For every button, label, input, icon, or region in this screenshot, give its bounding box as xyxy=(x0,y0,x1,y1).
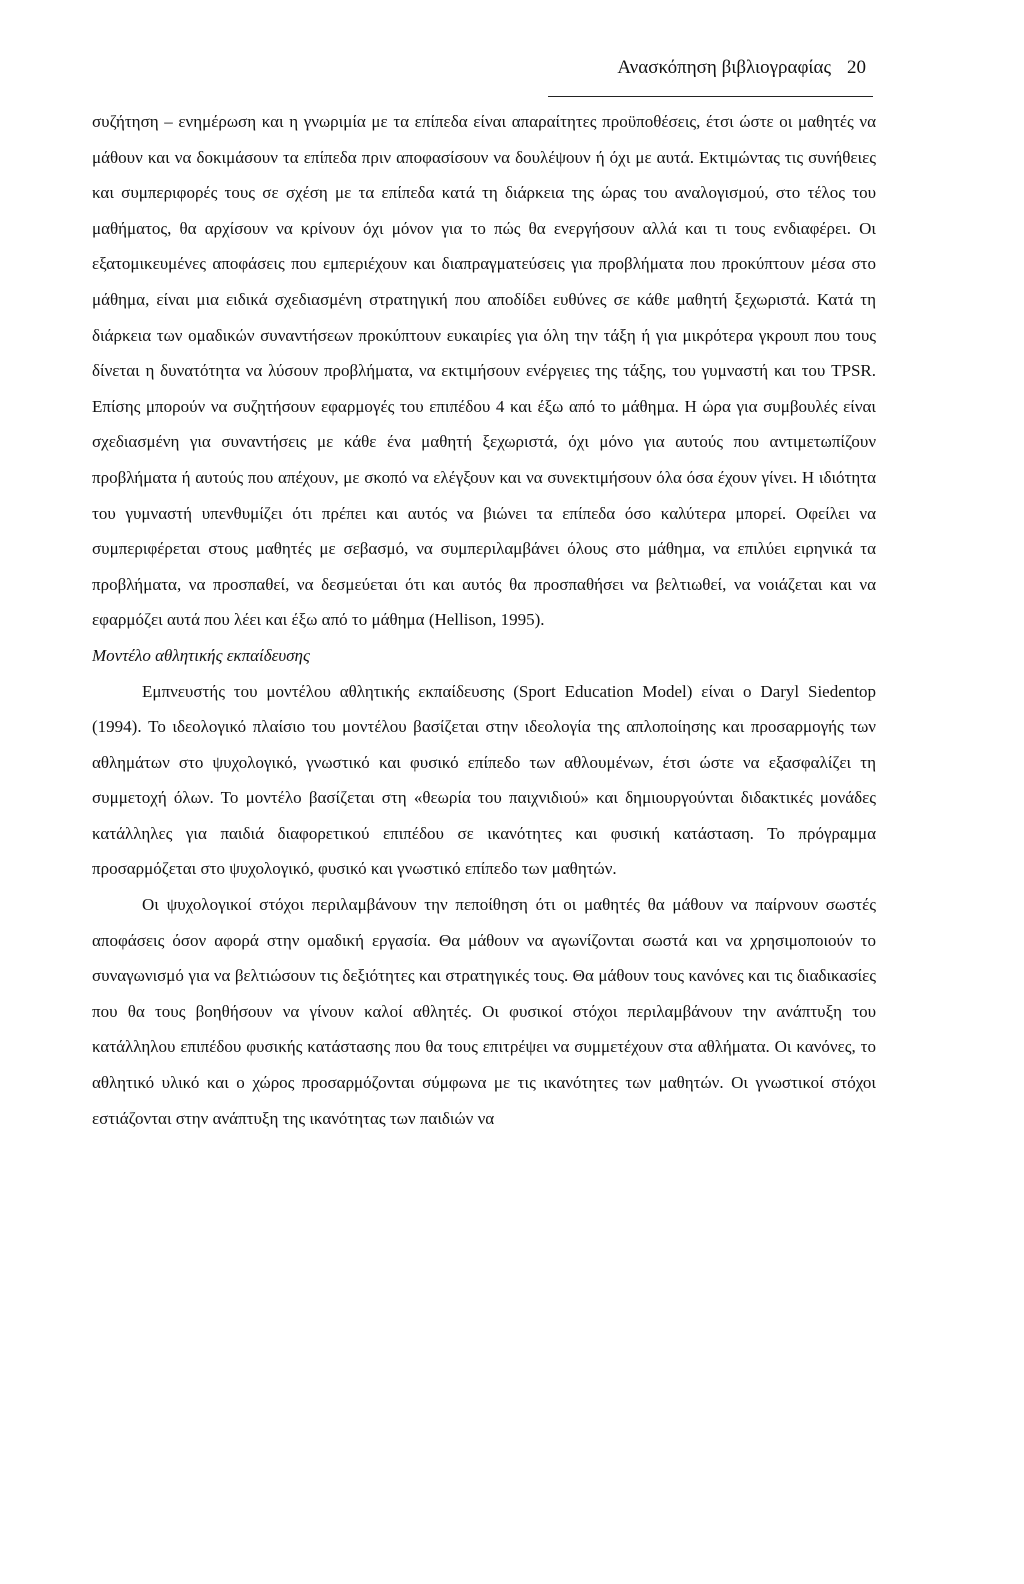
body-paragraph: συζήτηση – ενημέρωση και η γνωριμία με τα επίπεδα είναι απαραίτητες προϋποθέσεις, έτσι ώστε οι μαθητές να μάθουν και να δοκιμάσουν τα επίπεδα πριν αποφασίσουν να δουλέψουν ή όχι με αυτά. Εκτιμώντας τις συνήθειες και συμπεριφορές τους σε σχέση με τα επίπεδα κατά τη διάρκεια της ώρας του αναλογισμού, στο τέλος του μαθήματος, θα αρχίσουν να κρίνουν όχι μόνον για το πώς θα ενεργήσουν αλλά και τι τους ενδιαφέρει. Οι εξατομικευμένες αποφάσεις που εμπεριέχουν και διαπραγματεύσεις για προβλήματα που προκύπτουν μέσα στο μάθημα, είναι μια ειδικά σχεδιασμένη στρατηγική που αποδίδει ευθύνες σε κάθε μαθητή ξεχωριστά. Κατά τη διάρκεια των ομαδικών συναντήσεων προκύπτουν ευκαιρίες για όλη την τάξη ή για μικρότερα γκρουπ που τους δίνεται η δυνατότητα να λύσουν προβλήματα, να εκτιμήσουν ενέργειες της τάξης, του γυμναστή και του TPSR. Επίσης μπορούν να συζητήσουν εφαρμογές του επιπέδου 4 και έξω από το μάθημα. Η ώρα για συμβουλές είναι σχεδιασμένη για συναντήσεις με κάθε ένα μαθητή ξεχωριστά, όχι μόνο για αυτούς που αντιμετωπίζουν προβλήματα ή αυτούς που απέχουν, με σκοπό να ελέγξουν και να συνεκτιμήσουν όλα όσα έχουν γίνει. Η ιδιότητα του γυμναστή υπενθυμίζει ότι πρέπει και αυτός να βιώνει τα επίπεδα όσο καλύτερα μπορεί. Οφείλει να συμπεριφέρεται στους μαθητές με σεβασμό, να συμπεριλαμβάνει όλους στο μάθημα, να επιλύει ειρηνικά τα προβλήματα, να προσπαθεί, να δεσμεύεται ότι και αυτός θα προσπαθήσει να βελτιωθεί, να νοιάζεται και να εφαρμόζει αυτά που λέει και έξω από το μάθημα (Hellison, 1995). xyxy=(92,112,876,630)
section-heading: Μοντέλο αθλητικής εκπαίδευσης xyxy=(92,645,310,665)
header-rule xyxy=(548,96,873,97)
body-paragraph: Οι ψυχολογικοί στόχοι περιλαμβάνουν την πεποίθηση ότι οι μαθητές θα μάθουν να παίρνουν σωστές αποφάσεις όσον αφορά στην ομαδική εργασία. Θα μάθουν να αγωνίζονται σωστά και να χρησιμοποιούν το συναγωνισμό για να βελτιώσουν τις δεξιότητες και στρατηγικές τους. Θα μάθουν τους κανόνες και τις διαδικασίες που θα τους βοηθήσουν να γίνουν καλοί αθλητές. Οι φυσικοί στόχοι περιλαμβάνουν την ανάπτυξη του κατάλληλου επιπέδου φυσικής κατάστασης που θα τους επιτρέψει να συμμετέχουν στα αθλήματα. Οι κανόνες, το αθλητικό υλικό και ο χώρος προσαρμόζονται σύμφωνα με τις ικανότητες των μαθητών. Οι γνωστικοί στόχοι εστιάζονται στην ανάπτυξη της ικανότητας των παιδιών να xyxy=(92,895,876,1128)
running-header xyxy=(0,56,866,80)
body-paragraph: Εμπνευστής του μοντέλου αθλητικής εκπαίδευσης (Sport Education Model) είναι ο Daryl Siedentop (1994). Το ιδεολογικό πλαίσιο του μοντέλου βασίζεται στην ιδεολογία της απλοποίησης και προσαρμογής των αθλημάτων στο ψυχολογικό, γνωστικό και φυσικό επίπεδο των αθλουμένων, έτσι ώστε να εξασφαλίζει τη συμμετοχή όλων. Το μοντέλο βασίζεται στη «θεωρία του παιχνιδιού» και δημιουργούνται διδακτικές μονάδες κατάλληλες για παιδιά διαφορετικού επιπέδου σε ικανότητες και φυσική κατάσταση. Το πρόγραμμα προσαρμόζεται στο ψυχολογικό, φυσικό και γνωστικό επίπεδο των μαθητών. xyxy=(92,681,876,879)
page-body xyxy=(92,104,876,1136)
page-number: 20 xyxy=(847,57,866,78)
running-title: Ανασκόπηση βιβλιογραφίας xyxy=(617,57,831,78)
